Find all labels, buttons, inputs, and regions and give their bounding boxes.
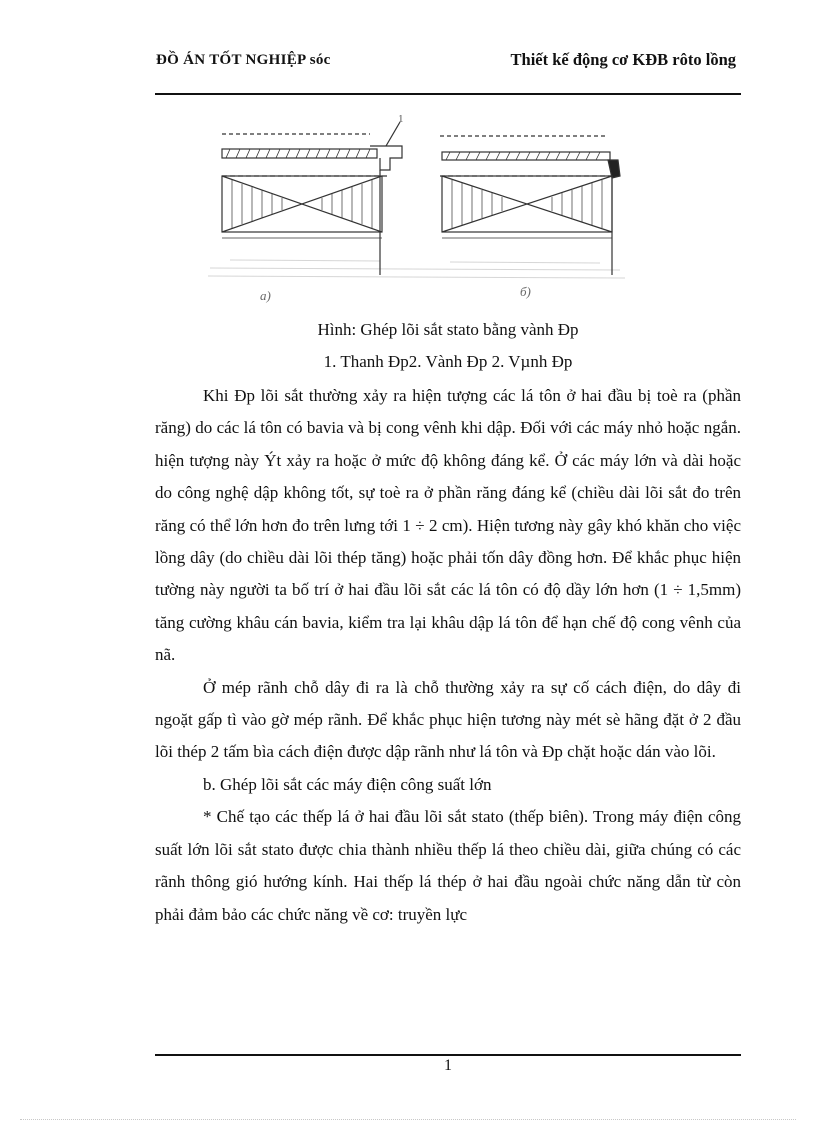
figure-caption-title: Hình: Ghép lõi sắt stato bằng vành Đp [317,320,579,339]
figure-caption-items: 1. Thanh Đp2. Vành Đp 2. Vµnh Đp [323,352,573,371]
figure-label-b: б) [520,284,531,299]
header-rule [155,93,741,95]
header-left-title: ĐỒ ÁN TỐT NGHIỆP sóc [156,52,331,68]
section-heading: b. Ghép lõi sắt các máy điện công suất lớn [203,774,492,794]
footer-rule [155,1054,741,1056]
paragraph-1: Khi Đp lõi sắt thường xảy ra hiện tượng các lá tôn ở hai đầu bị toè ra (phần răng) do các lá tôn có bavia và bị cong vênh khi dập. Đối với các máy nhỏ hoặc ngắn. hiện tượng này Ýt xảy ra hoặc ở mức độ không đáng kể. Ở các máy lớn và dài hoặc do công nghệ dập không tốt, sự toè ra ở phần răng đáng kể (chiều dài lõi sắt đo trên răng có thể lớn hơn đo trên lưng tới 1 ÷ 2 cm). Hiện tương này gây khó khăn cho việc lồng dây (do chiều dài lõi thép tăng) hoặc phải tốn dây đồng hơn. Để khắc phục hiện tường này người ta bố trí ở hai đầu lõi sắt các lá tôn có độ dầy lớn hơn (1 ÷ 1,5mm) tăng cường khâu cán bavia, kiểm tra lại khâu dập lá tôn để hạn chế độ cong vênh của nã. [155,386,741,665]
header-right-title: Thiết kế động cơ KĐB rôto lồng [510,50,736,69]
figure-a-drawing [222,122,402,275]
body-text [155,380,741,931]
figure-callout-number: 1 [398,113,404,125]
stator-core-figure [200,110,640,310]
figure-label-a: a) [260,288,271,303]
paragraph-2: Ở mép rãnh chỗ dây đi ra là chỗ thường xảy ra sự cố cách điện, do dây đi ngoặt gấp tì vào gờ mép rãnh. Để khắc phục hiện tương này mét sè hãng đặt ở 2 đầu lõi thép 2 tấm bìa cách điện được dập rãnh như lá tôn và Đp chặt hoặc dán vào lõi. [155,677,741,762]
paragraph-3: * Chế tạo các thếp lá ở hai đầu lõi sắt stato (thếp biên). Trong máy điện công suất lớn lõi sắt stato được chia thành nhiều thếp lá theo chiều dài, giữa chúng có các rãnh thông gió hướng kính. Hai thếp lá thép ở hai đầu ngoài chức năng dẫn từ còn phải đảm bảo các chức năng về cơ: truyền lực [155,807,741,924]
page-number: 1 [444,1057,452,1074]
figure-b-drawing [440,136,620,275]
page-bottom-dotted-border [20,1119,796,1120]
figure-scan-noise [208,260,625,278]
